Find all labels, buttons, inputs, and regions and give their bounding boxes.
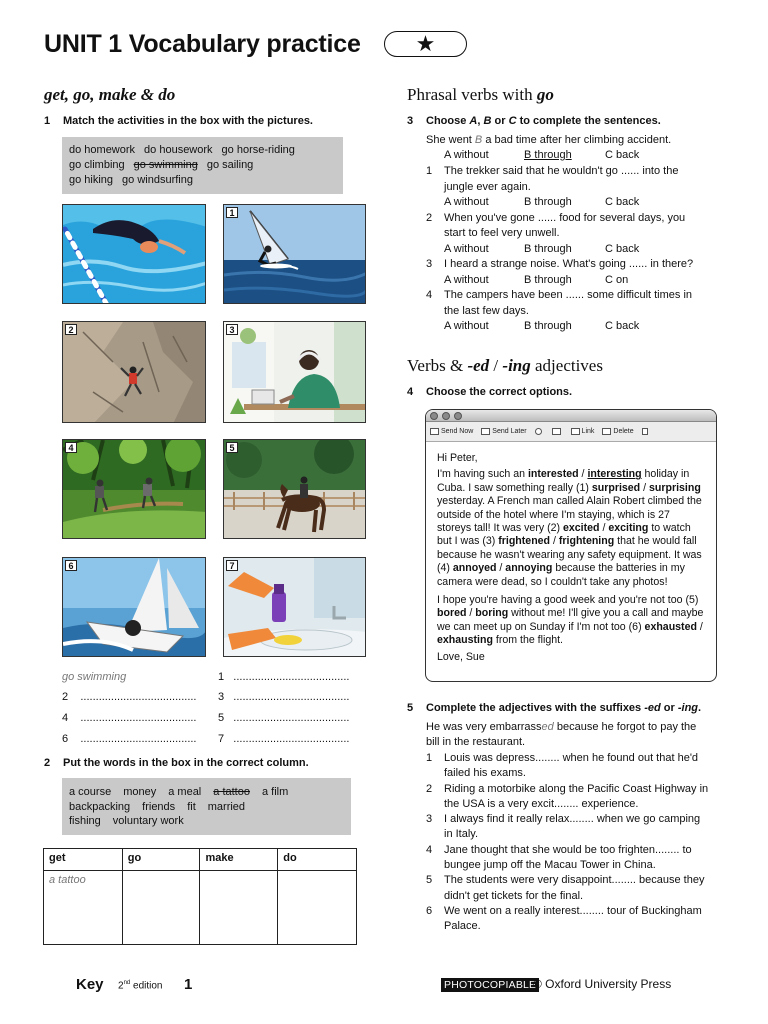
activity-word: go hiking	[69, 174, 114, 186]
photo-number-badge: 7	[226, 560, 238, 571]
word-box-row	[69, 158, 336, 173]
answer-options	[444, 273, 731, 289]
photo-icon	[552, 428, 561, 435]
box-word: backpacking	[69, 800, 131, 813]
answer-line-7: 7 ......................................	[218, 733, 350, 745]
exercise-4-instruction: 4 Choose the correct options.	[407, 386, 573, 398]
activity-word-box	[62, 137, 343, 194]
email-signoff: Love, Sue	[437, 650, 485, 663]
sentence-text-cont: didn't get tickets for the final.	[444, 889, 584, 902]
adjective-option: surprised	[591, 481, 641, 494]
option-b: B through	[524, 242, 572, 255]
contacts-button[interactable]	[535, 428, 544, 435]
adjective-option: exhausting	[437, 634, 493, 647]
option-c: C back	[605, 320, 640, 332]
word-box-2	[62, 778, 351, 835]
sentence-text-cont: in Italy.	[444, 828, 479, 841]
adjective-option: excited	[562, 522, 600, 535]
email-text: /	[696, 620, 703, 633]
word-box-content	[69, 143, 336, 188]
attach-button[interactable]	[642, 428, 650, 435]
paperclip-icon	[642, 428, 648, 435]
column-header-go: go	[122, 849, 200, 871]
email-text: /	[550, 535, 559, 548]
activity-word: go sailing	[206, 159, 254, 171]
adjective-option: frightened	[498, 535, 551, 548]
adjective-option: annoyed	[452, 562, 497, 575]
sentence-text: I always find it really relax........ when we go camping	[444, 813, 701, 826]
activity-word: go windsurfing	[122, 174, 193, 186]
section-heading-ed-ing: Verbs & -ed / -ing adjectives	[407, 356, 603, 375]
question-number: 1	[426, 165, 433, 177]
section-heading-phrasal-verbs: Phrasal verbs with go	[407, 85, 554, 104]
sentence-item	[426, 904, 731, 935]
sentence-text: Riding a motorbike along the Pacific Coast Highway in	[444, 782, 709, 795]
table-cell-get: a tattoo	[44, 871, 123, 945]
sentence-text: We went on a really interest........ tour of Buckingham	[444, 904, 702, 917]
photo-homework	[223, 321, 366, 423]
email-text: that he would fall because he wasn't wearing any safety equipment. It was (4)	[437, 535, 702, 575]
exercise-5-items	[426, 751, 731, 935]
email-body	[426, 442, 716, 675]
email-text: without me! I'll give you a call and maybe we can meet up on Sunday if I'm not too (6)	[437, 607, 704, 633]
email-text: /	[599, 522, 609, 535]
attach-photo-button[interactable]	[552, 428, 563, 435]
option-c: C back	[605, 242, 640, 255]
word-box-row	[69, 814, 344, 829]
exercise-3-example: She went B a bad time after her climbing accident. A without B through C back	[426, 134, 672, 161]
sentence-text-cont: bungee jump off the Macau Tower in China.	[444, 859, 656, 872]
email-paragraph-1	[437, 468, 706, 589]
email-greeting: Hi Peter,	[437, 452, 478, 464]
photo-number-badge: 1	[226, 207, 238, 218]
sentence-item	[426, 751, 731, 782]
email-text: because the batteries in my camera were dead, so I couldn't take any photos!	[437, 562, 685, 588]
answer-options	[444, 195, 731, 211]
option-b: B through	[524, 196, 572, 208]
email-toolbar	[426, 422, 716, 442]
table-cell-go	[122, 871, 200, 945]
email-text: /	[640, 481, 649, 494]
question-text: When you've gone ...... food for several days, you	[444, 211, 686, 224]
email-titlebar	[426, 410, 716, 422]
sentence-number: 5	[426, 874, 433, 887]
sentence-text-cont: failed his exams.	[444, 767, 526, 780]
question-text-cont: the last few days.	[444, 304, 529, 317]
box-word: money	[123, 786, 157, 798]
column-header-do: do	[278, 849, 357, 871]
adjective-option: bored	[437, 607, 467, 620]
photo-number-badge: 3	[226, 324, 238, 335]
word-columns-table	[43, 848, 357, 945]
table-cell-make	[200, 871, 278, 945]
box-word: a film	[261, 786, 289, 798]
option-a: A without	[444, 320, 489, 332]
photo-horse-riding	[223, 439, 366, 539]
email-text: yesterday. A French man called Alain Robert climbed the outside of the hotel where I'm staying, which is 27 storeys tall! It was very (2)	[437, 495, 702, 535]
section-heading-get-go-make-do: get, go, make & do	[44, 85, 176, 104]
question-item	[426, 164, 731, 211]
word-box-row	[69, 800, 344, 815]
email-text: from the flight.	[492, 634, 564, 647]
sentence-text: Jane thought that she would be too frighten........ to	[444, 843, 692, 856]
word-box-2-content	[69, 785, 344, 829]
activity-word: go climbing	[69, 159, 125, 171]
photo-windsurfing	[223, 204, 366, 304]
answer-options	[444, 242, 731, 258]
send-later-icon	[481, 428, 490, 435]
send-now-button[interactable]: Send Now	[430, 428, 473, 435]
photo-sailing	[62, 557, 206, 657]
sentence-number: 1	[426, 752, 433, 764]
option-a: A without	[444, 242, 489, 255]
answer-line-3: 3 ......................................	[218, 691, 350, 703]
exercise-5-example: He was very embarrassed because he forgot to pay the bill in the restaurant.	[426, 721, 697, 748]
sentence-item	[426, 812, 731, 843]
box-word: friends	[142, 800, 176, 813]
box-word: a tattoo	[213, 786, 250, 798]
box-word: a meal	[168, 786, 202, 798]
box-word: fishing	[69, 815, 101, 827]
sentence-text-cont: the USA is a very excit........ experience.	[444, 797, 639, 810]
photo-number-badge: 2	[65, 324, 77, 335]
adjective-option: exciting	[608, 522, 649, 535]
option-b: B through	[524, 273, 572, 286]
answer-line-1: 1 ......................................	[218, 671, 350, 683]
box-word: a course	[69, 786, 112, 798]
send-later-button[interactable]: Send Later	[481, 428, 526, 435]
answer-line-5: 5 ......................................	[218, 712, 350, 724]
adjective-option: frightening	[558, 535, 615, 548]
table-cell-do	[278, 871, 357, 945]
question-number: 2	[426, 211, 433, 224]
adjective-option: surprising	[648, 481, 701, 494]
word-box-row	[69, 173, 336, 188]
adjective-option: interesting	[587, 468, 642, 481]
delete-button[interactable]: Delete	[602, 428, 633, 435]
photo-climbing	[62, 321, 206, 423]
column-header-make: make	[200, 849, 278, 871]
exercise-3-items	[426, 164, 731, 335]
exercise-3-instruction: 3 Choose A, B or C to complete the sentences.	[407, 115, 661, 127]
box-word: voluntary work	[112, 815, 184, 827]
option-c: C back	[605, 196, 640, 208]
star-icon: ★	[415, 31, 436, 56]
exercise-1-instruction: 1 Match the activities in the box with the pictures.	[44, 115, 313, 127]
email-text: to watch but I was (3)	[437, 522, 691, 548]
question-text-cont: start to feel very unwell.	[444, 227, 560, 239]
sentence-text: The students were very disappoint........ because they	[444, 874, 705, 887]
publisher-credit: © Oxford University Press	[533, 977, 672, 991]
sentence-number: 2	[426, 782, 433, 795]
delete-icon	[602, 428, 611, 435]
email-paragraph-2	[437, 594, 706, 648]
question-text-cont: jungle ever again.	[444, 180, 531, 193]
question-item	[426, 288, 731, 335]
word-box-row	[69, 143, 336, 158]
star-level-badge	[384, 31, 467, 57]
answer-example: go swimming	[62, 671, 127, 683]
photo-swimming	[62, 204, 206, 304]
adjective-option: annoying	[505, 562, 553, 575]
option-a: A without	[444, 196, 489, 208]
email-window	[425, 409, 717, 682]
question-text: The campers have been ...... some difficult times in	[444, 289, 693, 301]
sentence-item	[426, 843, 731, 874]
word-box-row	[69, 785, 344, 800]
option-a: A without	[444, 273, 489, 286]
box-word: fit	[187, 800, 196, 813]
photo-number-badge: 4	[65, 442, 77, 453]
exercise-2-instruction: 2 Put the words in the box in the correct column.	[44, 757, 309, 769]
page-title: UNIT 1 Vocabulary practice	[44, 30, 361, 58]
photo-hiking	[62, 439, 206, 539]
email-text: I'm having such an	[437, 468, 528, 481]
page-number: 1	[184, 976, 193, 993]
activity-word: go swimming	[133, 159, 198, 171]
sentence-text-cont: Palace.	[444, 920, 481, 933]
sentence-text: Louis was depress........ when he found out that he'd	[444, 752, 699, 764]
answer-line-2: 2 ......................................	[62, 691, 197, 703]
email-text: /	[466, 607, 476, 620]
sentence-number: 6	[426, 904, 433, 917]
email-text: /	[496, 562, 506, 575]
question-number: 3	[426, 258, 433, 270]
photo-number-badge: 5	[226, 442, 238, 453]
question-item	[426, 257, 731, 288]
close-icon[interactable]	[430, 412, 438, 420]
answer-line-4: 4 ......................................	[62, 712, 197, 724]
link-button[interactable]: Link	[571, 428, 595, 435]
activity-word: do housework	[144, 144, 213, 156]
question-item	[426, 211, 731, 258]
email-text: holiday in Cuba. I saw something really (1)	[437, 468, 690, 494]
footer-key-label: Key	[76, 976, 104, 993]
column-header-get: get	[44, 849, 123, 871]
sentence-item	[426, 873, 731, 904]
adjective-option: interested	[527, 468, 579, 481]
zoom-icon[interactable]	[454, 412, 462, 420]
question-text: I heard a strange noise. What's going ...... in there?	[444, 258, 694, 270]
sentence-number: 3	[426, 813, 433, 826]
email-text: I hope you're having a good week and you're not too (5)	[437, 594, 699, 607]
person-icon	[535, 428, 542, 435]
activity-word: do homework	[69, 144, 136, 156]
link-icon	[571, 428, 580, 435]
email-text: /	[578, 468, 588, 481]
question-text: The trekker said that he wouldn't go ...... into the	[444, 165, 679, 177]
sentence-item	[426, 782, 731, 813]
adjective-option: exhausted	[644, 620, 697, 633]
sentence-number: 4	[426, 843, 433, 856]
adjective-option: boring	[475, 607, 509, 620]
activity-word: go horse-riding	[221, 144, 295, 156]
photocopiable-badge: PHOTOCOPIABLE	[441, 978, 539, 992]
exercise-5-instruction: 5 Complete the adjectives with the suffixes -ed or -ing.	[407, 702, 702, 714]
option-b: B through	[524, 320, 572, 332]
question-number: 4	[426, 289, 433, 301]
photo-number-badge: 6	[65, 560, 77, 571]
box-word: married	[207, 800, 246, 813]
send-now-icon	[430, 428, 439, 435]
photo-housework	[223, 557, 366, 657]
answer-line-6: 6 ......................................	[62, 733, 197, 745]
minimize-icon[interactable]	[442, 412, 450, 420]
answer-options	[444, 319, 731, 335]
option-c: C on	[605, 273, 629, 286]
footer-edition: 2nd edition	[118, 980, 163, 992]
